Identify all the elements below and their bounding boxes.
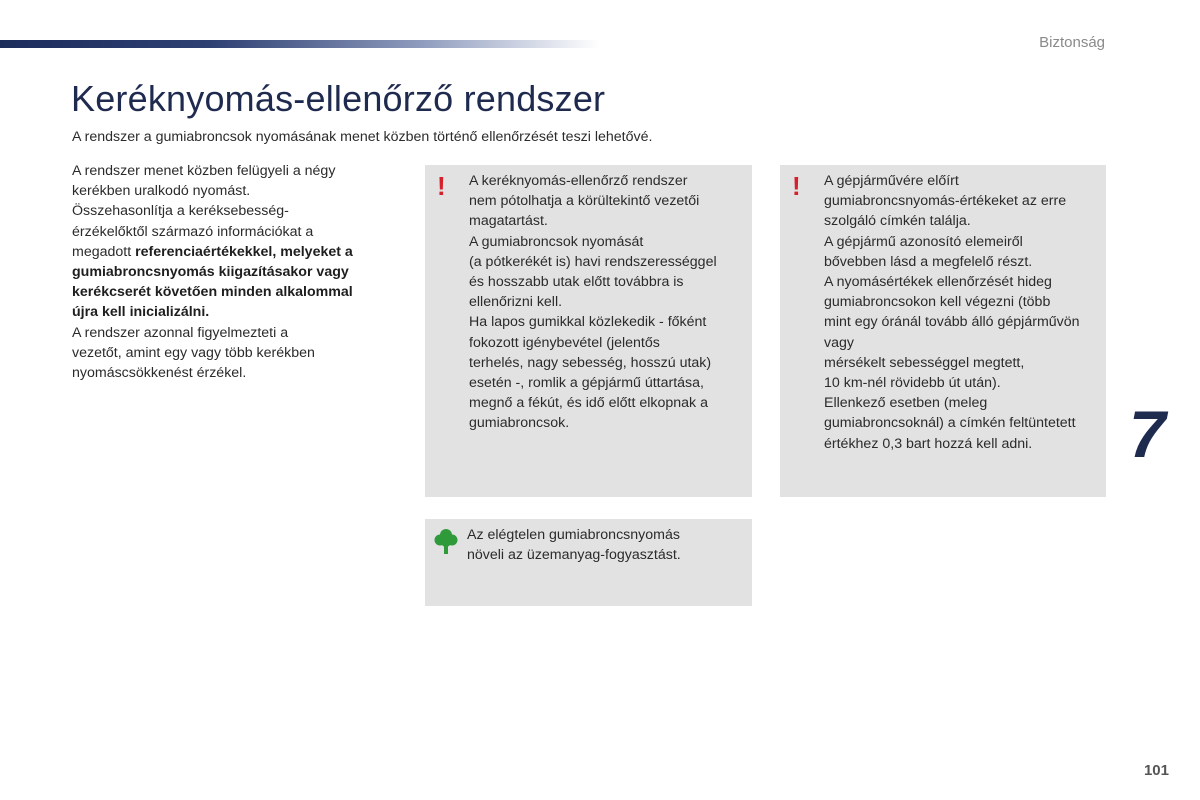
warning-line: A gépjárművére előírt xyxy=(824,173,959,189)
warning-line: esetén -, romlik a gépjármű úttartása, xyxy=(469,375,704,392)
body-text: megadott xyxy=(72,243,136,260)
warning-line: nem pótolhatja a körültekintő vezetői xyxy=(469,193,700,210)
warning-line: fokozott igénybevétel (jelentős xyxy=(469,334,660,351)
section-label: Biztonság xyxy=(1039,34,1105,51)
body-bold-text: gumiabroncsnyomás kiigazításakor vagy xyxy=(72,264,349,281)
warning-line: gumiabroncsok. xyxy=(469,415,570,432)
eco-line: Az elégtelen gumiabroncsnyomás xyxy=(467,527,680,543)
body-line: Összehasonlítja a keréksebesség- xyxy=(72,203,289,220)
warning-line: magatartást. xyxy=(469,213,548,230)
warning-exclamation-icon: ! xyxy=(437,171,446,201)
body-line xyxy=(72,302,402,322)
warning-box-pressure-values xyxy=(780,165,1106,497)
warning-line: A nyomásértékek ellenőrzését hideg xyxy=(824,274,1052,291)
warning-box-tyre-check xyxy=(425,165,752,497)
warning-exclamation-icon: ! xyxy=(792,171,801,201)
body-bold-text: referenciaértékekkel, melyeket a xyxy=(135,243,353,260)
body-line: vezetőt, amint egy vagy több kerékben xyxy=(72,344,315,361)
warning-line: Ellenkező esetben (meleg xyxy=(824,395,988,412)
warning-line: terhelés, nagy sebesség, hosszú utak) xyxy=(469,354,712,371)
warning-box-text xyxy=(824,171,1100,454)
body-line: A rendszer menet közben felügyeli a négy xyxy=(72,163,336,179)
warning-line: A gumiabroncsok nyomását xyxy=(469,233,644,250)
body-bold-text: újra kell inicializálni. xyxy=(72,304,210,321)
body-line: nyomáscsökkenést érzékel. xyxy=(72,365,247,382)
page-title: Keréknyomás-ellenőrző rendszer xyxy=(71,78,606,119)
intro-text: A rendszer a gumiabroncsok nyomásának menet közben történő ellenőrzését teszi lehetővé. xyxy=(72,129,653,145)
tree-icon xyxy=(434,528,458,554)
warning-line: mint egy óránál tovább álló gépjárművön vagy xyxy=(824,314,1080,351)
page-number: 101 xyxy=(1143,762,1169,779)
warning-line: értékhez 0,3 bart hozzá kell adni. xyxy=(824,435,1033,452)
warning-line: gumiabroncsokon kell végezni (több xyxy=(824,294,1051,311)
body-line: A rendszer azonnal figyelmezteti a xyxy=(72,324,289,341)
body-bold-text: kerékcserét követően minden alkalommal xyxy=(72,284,353,301)
chapter-number: 7 xyxy=(1129,397,1166,471)
warning-line: és hosszabb utak előtt továbbra is xyxy=(469,274,684,291)
body-line xyxy=(72,242,402,262)
warning-line: 10 km-nél rövidebb út után). xyxy=(824,375,1001,392)
warning-line: ellenőrizni kell. xyxy=(469,294,563,311)
warning-line: (a pótkerékét is) havi rendszerességgel xyxy=(469,253,717,270)
body-line xyxy=(72,262,402,282)
warning-line: gumiabroncsoknál) a címkén feltüntetett xyxy=(824,415,1076,432)
eco-line: növeli az üzemanyag-fogyasztást. xyxy=(467,547,681,564)
warning-line: gumiabroncsnyomás-értékeket az erre xyxy=(824,193,1067,210)
warning-line: A keréknyomás-ellenőrző rendszer xyxy=(469,173,688,189)
eco-tip-box xyxy=(425,519,752,606)
body-line: érzékelőktől származó információkat a xyxy=(72,223,314,240)
warning-line: szolgáló címkén találja. xyxy=(824,213,971,230)
warning-line: Ha lapos gumikkal közlekedik - főként xyxy=(469,314,707,331)
warning-line: A gépjármű azonosító elemeiről xyxy=(824,233,1023,250)
body-line: kerékben uralkodó nyomást. xyxy=(72,183,251,200)
warning-line: mérsékelt sebességgel megtett, xyxy=(824,354,1025,371)
warning-line: bővebben lásd a megfelelő részt. xyxy=(824,253,1033,270)
body-line xyxy=(72,282,402,302)
eco-tip-text xyxy=(467,525,746,565)
header-gradient-bar xyxy=(0,40,600,48)
warning-line: megnő a fékút, és idő előtt elkopnak a xyxy=(469,395,708,412)
warning-box-text xyxy=(469,171,746,434)
body-column xyxy=(72,161,402,383)
